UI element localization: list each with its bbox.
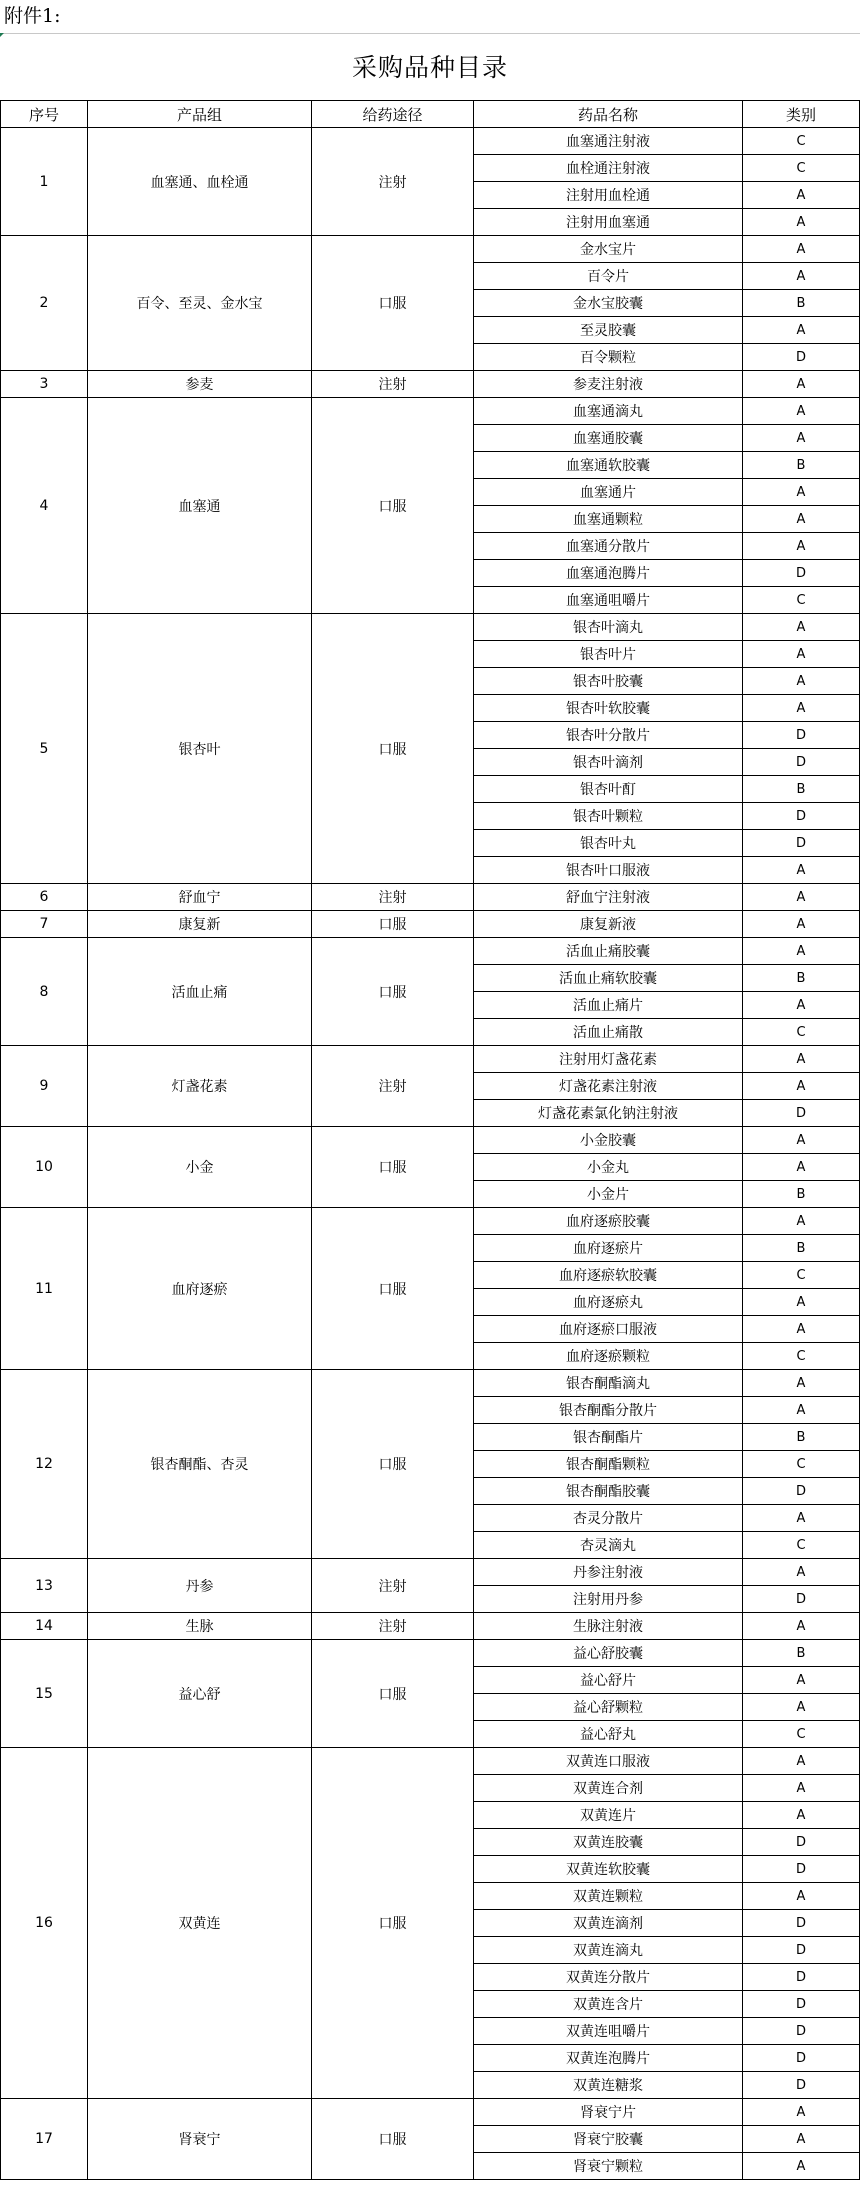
cell-drug-name: 注射用血塞通 [474,209,743,236]
cell-route: 口服 [312,236,474,371]
cell-category: A [743,992,860,1019]
cell-route: 口服 [312,1640,474,1748]
cell-category: D [743,1991,860,2018]
cell-drug-name: 双黄连滴丸 [474,1937,743,1964]
cell-category: A [743,668,860,695]
cell-drug-name: 血府逐瘀胶囊 [474,1208,743,1235]
table-row [1,1559,860,1586]
cell-product-group: 血塞通、血栓通 [88,128,312,236]
cell-index: 10 [1,1127,88,1208]
cell-index: 13 [1,1559,88,1613]
cell-drug-name: 双黄连口服液 [474,1748,743,1775]
table-row [1,1613,860,1640]
cell-drug-name: 银杏叶滴丸 [474,614,743,641]
procurement-catalog-table [0,100,860,2180]
cell-category: A [743,1289,860,1316]
cell-route: 口服 [312,1370,474,1559]
cell-drug-name: 肾衰宁颗粒 [474,2153,743,2180]
cell-category: C [743,587,860,614]
cell-category: A [743,1154,860,1181]
cell-drug-name: 小金丸 [474,1154,743,1181]
cell-category: D [743,830,860,857]
table-row [1,371,860,398]
cell-drug-name: 杏灵滴丸 [474,1532,743,1559]
table-row [1,398,860,425]
cell-category: B [743,1181,860,1208]
table-row [1,1748,860,1775]
cell-corner-marker [0,33,4,37]
cell-category: C [743,128,860,155]
cell-category: A [743,614,860,641]
cell-category: A [743,1127,860,1154]
cell-index: 14 [1,1613,88,1640]
table-row [1,1208,860,1235]
cell-drug-name: 银杏叶口服液 [474,857,743,884]
cell-drug-name: 小金片 [474,1181,743,1208]
cell-index: 1 [1,128,88,236]
table-row [1,1370,860,1397]
cell-drug-name: 丹参注射液 [474,1559,743,1586]
attachment-label: 附件1: [4,5,61,27]
cell-drug-name: 肾衰宁胶囊 [474,2126,743,2153]
cell-drug-name: 金水宝片 [474,236,743,263]
cell-drug-name: 双黄连含片 [474,1991,743,2018]
cell-drug-name: 益心舒丸 [474,1721,743,1748]
cell-category: A [743,371,860,398]
cell-drug-name: 康复新液 [474,911,743,938]
cell-category: D [743,344,860,371]
cell-index: 2 [1,236,88,371]
cell-drug-name: 双黄连片 [474,1802,743,1829]
column-header-drug-name: 药品名称 [474,101,743,128]
cell-category: A [743,695,860,722]
cell-drug-name: 银杏叶酊 [474,776,743,803]
cell-category: C [743,1019,860,1046]
cell-drug-name: 血塞通片 [474,479,743,506]
cell-drug-name: 舒血宁注射液 [474,884,743,911]
cell-category: D [743,722,860,749]
cell-category: A [743,2099,860,2126]
cell-route: 口服 [312,1748,474,2099]
cell-index: 17 [1,2099,88,2180]
cell-category: A [743,1397,860,1424]
cell-drug-name: 肾衰宁片 [474,2099,743,2126]
cell-index: 5 [1,614,88,884]
cell-category: A [743,2153,860,2180]
cell-product-group: 生脉 [88,1613,312,1640]
cell-category: A [743,1613,860,1640]
cell-index: 7 [1,911,88,938]
cell-category: A [743,1775,860,1802]
cell-category: D [743,1856,860,1883]
cell-index: 8 [1,938,88,1046]
cell-category: A [743,1694,860,1721]
cell-category: A [743,938,860,965]
cell-category: B [743,1640,860,1667]
cell-drug-name: 百令颗粒 [474,344,743,371]
cell-drug-name: 参麦注射液 [474,371,743,398]
cell-category: A [743,1667,860,1694]
table-row [1,1127,860,1154]
cell-drug-name: 活血止痛软胶囊 [474,965,743,992]
cell-drug-name: 至灵胶囊 [474,317,743,344]
cell-product-group: 参麦 [88,371,312,398]
cell-product-group: 血府逐瘀 [88,1208,312,1370]
cell-drug-name: 金水宝胶囊 [474,290,743,317]
cell-category: A [743,1559,860,1586]
cell-category: D [743,1586,860,1613]
cell-category: D [743,2045,860,2072]
cell-drug-name: 双黄连分散片 [474,1964,743,1991]
cell-category: B [743,965,860,992]
cell-drug-name: 血府逐瘀丸 [474,1289,743,1316]
cell-category: C [743,155,860,182]
table-row [1,884,860,911]
cell-category: B [743,290,860,317]
cell-drug-name: 活血止痛胶囊 [474,938,743,965]
cell-category: A [743,641,860,668]
cell-category: A [743,1316,860,1343]
cell-product-group: 双黄连 [88,1748,312,2099]
cell-drug-name: 银杏叶胶囊 [474,668,743,695]
cell-category: A [743,1802,860,1829]
cell-route: 注射 [312,128,474,236]
cell-drug-name: 生脉注射液 [474,1613,743,1640]
cell-drug-name: 银杏叶分散片 [474,722,743,749]
cell-drug-name: 银杏叶丸 [474,830,743,857]
cell-category: A [743,398,860,425]
cell-category: D [743,2018,860,2045]
cell-category: A [743,1505,860,1532]
cell-product-group: 肾衰宁 [88,2099,312,2180]
cell-product-group: 小金 [88,1127,312,1208]
cell-drug-name: 益心舒片 [474,1667,743,1694]
cell-drug-name: 血府逐瘀口服液 [474,1316,743,1343]
cell-drug-name: 灯盏花素注射液 [474,1073,743,1100]
cell-category: B [743,1424,860,1451]
cell-category: D [743,749,860,776]
cell-drug-name: 双黄连泡腾片 [474,2045,743,2072]
cell-product-group: 舒血宁 [88,884,312,911]
cell-category: D [743,1964,860,1991]
cell-index: 6 [1,884,88,911]
table-row [1,236,860,263]
table-row [1,938,860,965]
cell-category: A [743,884,860,911]
cell-category: D [743,1478,860,1505]
cell-index: 4 [1,398,88,614]
cell-drug-name: 银杏酮酯分散片 [474,1397,743,1424]
cell-drug-name: 活血止痛片 [474,992,743,1019]
cell-product-group: 益心舒 [88,1640,312,1748]
cell-category: C [743,1343,860,1370]
cell-category: D [743,1100,860,1127]
cell-category: A [743,506,860,533]
cell-drug-name: 双黄连糖浆 [474,2072,743,2099]
cell-product-group: 银杏酮酯、杏灵 [88,1370,312,1559]
cell-drug-name: 杏灵分散片 [474,1505,743,1532]
cell-route: 口服 [312,614,474,884]
cell-drug-name: 银杏酮酯颗粒 [474,1451,743,1478]
cell-category: A [743,533,860,560]
table-row [1,128,860,155]
cell-drug-name: 银杏叶片 [474,641,743,668]
cell-category: A [743,857,860,884]
cell-product-group: 丹参 [88,1559,312,1613]
table-row [1,1640,860,1667]
column-header-category: 类别 [743,101,860,128]
cell-drug-name: 血府逐瘀软胶囊 [474,1262,743,1289]
cell-route: 注射 [312,884,474,911]
cell-drug-name: 银杏叶颗粒 [474,803,743,830]
cell-category: A [743,1208,860,1235]
cell-drug-name: 双黄连咀嚼片 [474,2018,743,2045]
column-header-index: 序号 [1,101,88,128]
cell-index: 9 [1,1046,88,1127]
cell-category: C [743,1262,860,1289]
cell-product-group: 活血止痛 [88,938,312,1046]
cell-category: B [743,776,860,803]
cell-category: A [743,1370,860,1397]
cell-drug-name: 血塞通颗粒 [474,506,743,533]
cell-category: A [743,1748,860,1775]
cell-drug-name: 血塞通泡腾片 [474,560,743,587]
cell-drug-name: 双黄连颗粒 [474,1883,743,1910]
cell-drug-name: 灯盏花素氯化钠注射液 [474,1100,743,1127]
cell-category: A [743,1073,860,1100]
table-header-row [1,101,860,128]
cell-category: A [743,263,860,290]
page-title: 采购品种目录 [351,53,508,82]
cell-product-group: 灯盏花素 [88,1046,312,1127]
top-rule-divider [0,33,860,34]
table-row [1,2099,860,2126]
cell-category: C [743,1451,860,1478]
cell-drug-name: 双黄连合剂 [474,1775,743,1802]
cell-category: D [743,803,860,830]
cell-category: A [743,1883,860,1910]
cell-drug-name: 银杏酮酯滴丸 [474,1370,743,1397]
column-header-route: 给药途径 [312,101,474,128]
cell-category: A [743,1046,860,1073]
cell-route: 注射 [312,371,474,398]
cell-product-group: 百令、至灵、金水宝 [88,236,312,371]
cell-category: A [743,479,860,506]
column-header-product-group: 产品组 [88,101,312,128]
cell-drug-name: 百令片 [474,263,743,290]
cell-category: A [743,236,860,263]
cell-route: 口服 [312,1127,474,1208]
cell-drug-name: 银杏酮酯胶囊 [474,1478,743,1505]
cell-drug-name: 双黄连胶囊 [474,1829,743,1856]
cell-drug-name: 血塞通滴丸 [474,398,743,425]
cell-category: D [743,1829,860,1856]
cell-route: 口服 [312,398,474,614]
cell-category: A [743,317,860,344]
table-body [1,128,860,2180]
cell-product-group: 血塞通 [88,398,312,614]
cell-category: B [743,452,860,479]
cell-index: 11 [1,1208,88,1370]
cell-drug-name: 血塞通分散片 [474,533,743,560]
cell-drug-name: 血栓通注射液 [474,155,743,182]
cell-drug-name: 血塞通胶囊 [474,425,743,452]
table-row [1,614,860,641]
cell-index: 16 [1,1748,88,2099]
cell-drug-name: 银杏酮酯片 [474,1424,743,1451]
cell-drug-name: 血塞通咀嚼片 [474,587,743,614]
cell-category: D [743,560,860,587]
cell-category: C [743,1532,860,1559]
cell-product-group: 康复新 [88,911,312,938]
cell-route: 口服 [312,2099,474,2180]
cell-drug-name: 银杏叶滴剂 [474,749,743,776]
cell-index: 12 [1,1370,88,1559]
cell-route: 口服 [312,911,474,938]
cell-drug-name: 注射用血栓通 [474,182,743,209]
cell-route: 口服 [312,1208,474,1370]
cell-category: A [743,209,860,236]
cell-drug-name: 双黄连软胶囊 [474,1856,743,1883]
cell-route: 注射 [312,1559,474,1613]
cell-index: 15 [1,1640,88,1748]
cell-route: 注射 [312,1046,474,1127]
cell-drug-name: 注射用灯盏花素 [474,1046,743,1073]
cell-category: B [743,1235,860,1262]
cell-drug-name: 益心舒颗粒 [474,1694,743,1721]
cell-drug-name: 血塞通注射液 [474,128,743,155]
cell-drug-name: 银杏叶软胶囊 [474,695,743,722]
cell-drug-name: 小金胶囊 [474,1127,743,1154]
cell-product-group: 银杏叶 [88,614,312,884]
cell-category: D [743,2072,860,2099]
cell-drug-name: 活血止痛散 [474,1019,743,1046]
cell-drug-name: 益心舒胶囊 [474,1640,743,1667]
cell-drug-name: 血府逐瘀片 [474,1235,743,1262]
cell-category: D [743,1937,860,1964]
table-row [1,1046,860,1073]
cell-route: 口服 [312,938,474,1046]
cell-category: C [743,1721,860,1748]
table-row [1,911,860,938]
cell-route: 注射 [312,1613,474,1640]
cell-drug-name: 血塞通软胶囊 [474,452,743,479]
cell-drug-name: 血府逐瘀颗粒 [474,1343,743,1370]
cell-index: 3 [1,371,88,398]
cell-category: D [743,1910,860,1937]
cell-category: A [743,2126,860,2153]
cell-category: A [743,182,860,209]
cell-category: A [743,911,860,938]
cell-category: A [743,425,860,452]
cell-drug-name: 双黄连滴剂 [474,1910,743,1937]
cell-drug-name: 注射用丹参 [474,1586,743,1613]
